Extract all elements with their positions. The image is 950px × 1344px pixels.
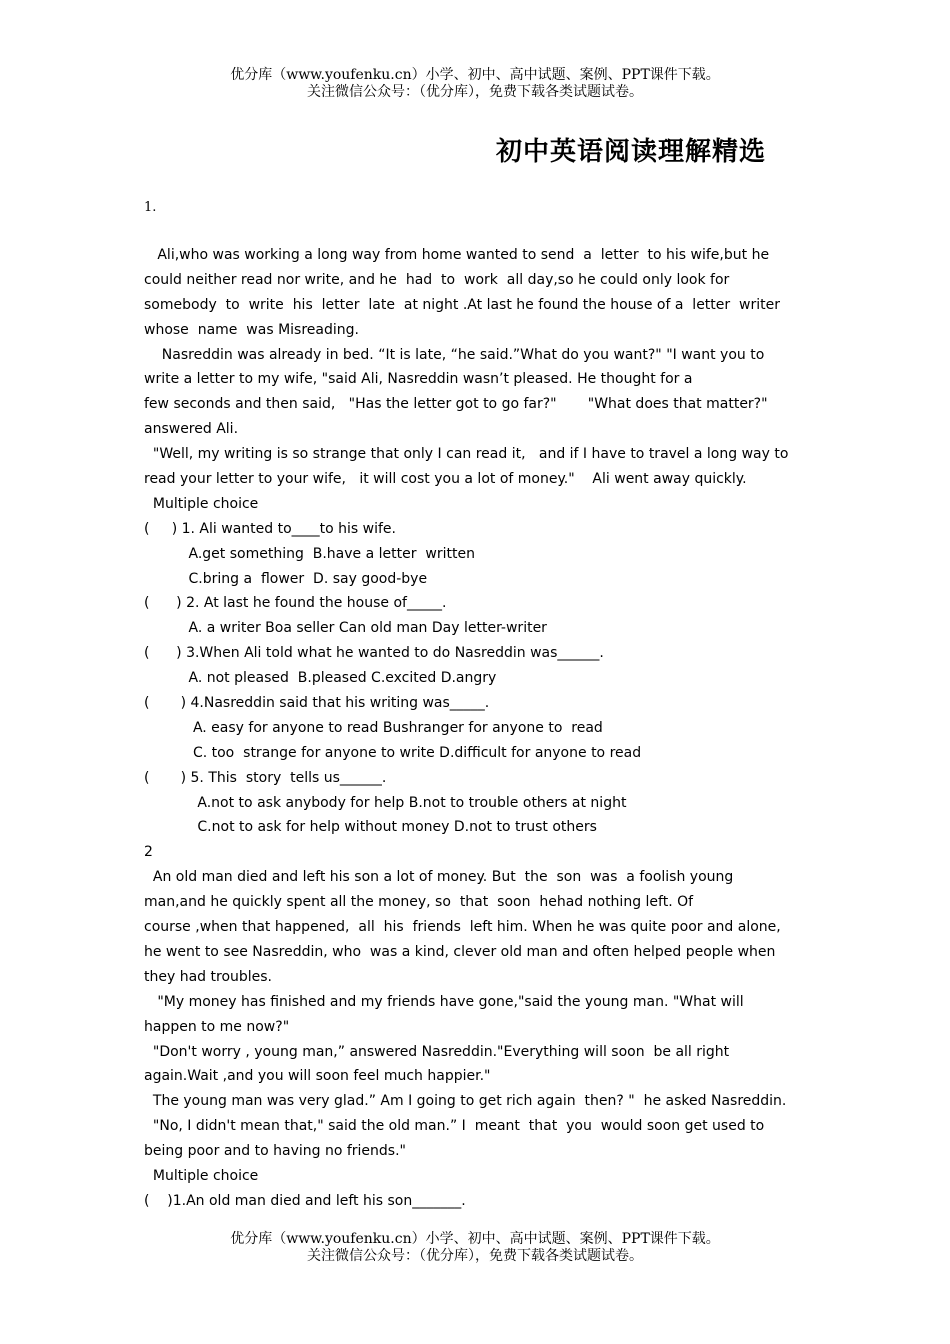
text-line: 2 — [144, 844, 153, 861]
text-line: they had troubles. — [144, 968, 273, 985]
text-line: Nasreddin was already in bed. “It is late, “he said.”What do you want?" "I want you to — [144, 346, 765, 363]
text-line: Multiple choice — [144, 495, 259, 512]
text-line: "My money has finished and my friends have gone,"said the young man. "What will — [144, 993, 744, 1010]
text-line: C. too strange for anyone to write D.difficult for anyone to read — [144, 744, 642, 761]
text-line: "Don't worry , young man,” answered Nasreddin."Everything will soon be all right — [144, 1043, 730, 1060]
text-line: answered Ali. — [144, 421, 239, 438]
text-line: read your letter to your wife, it will cost you a lot of money." Ali went away quickly. — [144, 471, 747, 488]
text-line: C.bring a flower D. say good-bye — [144, 570, 428, 587]
text-line: ( ) 2. At last he found the house of_____. — [144, 595, 447, 612]
header-line-1: 优分库（www.youfenku.cn）小学、初中、高中试题、案例、PPT课件下载。 — [230, 67, 720, 83]
text-line: A.get something B.have a letter written — [144, 545, 475, 562]
text-line: happen to me now?" — [144, 1018, 290, 1035]
text-line: could neither read nor write, and he had to work all day,so he could only look for — [144, 271, 730, 288]
text-line: somebody to write his letter late at night .At last he found the house of a letter writer — [144, 296, 781, 313]
text-line: A.not to ask anybody for help B.not to trouble others at night — [144, 794, 627, 811]
text-line: An old man died and left his son a lot of money. But the son was a foolish young — [144, 869, 734, 886]
text-line: A. a writer Boa seller Can old man Day letter-writer — [144, 620, 547, 637]
document-title: 初中英语阅读理解精选 — [496, 137, 767, 167]
footer-line-2: 关注微信公众号：（优分库），免费下载各类试题试卷。 — [307, 1248, 643, 1264]
text-line: A. not pleased B.pleased C.excited D.angry — [144, 670, 497, 687]
footer-line-1: 优分库（www.youfenku.cn）小学、初中、高中试题、案例、PPT课件下载。 — [230, 1231, 720, 1247]
text-line: ( ) 5. This story tells us______. — [144, 769, 387, 786]
text-line: course ,when that happened, all his friends left him. When he was quite poor and alone, — [144, 919, 781, 936]
text-line: being poor and to having no friends." — [144, 1143, 406, 1160]
text-line: Ali,who was working a long way from home wanted to send a letter to his wife,but he — [144, 247, 770, 263]
text-line: write a letter to my wife, "said Ali, Nasreddin wasn’t pleased. He thought for a — [144, 371, 693, 388]
text-line: ( )1.An old man died and left his son_______. — [144, 1192, 466, 1209]
text-line: Multiple choice — [144, 1167, 259, 1184]
document-body — [144, 243, 824, 1214]
text-line: whose name was Misreading. — [144, 321, 359, 338]
page-header — [0, 67, 950, 101]
section-1-number: 1. — [144, 200, 157, 215]
text-line: A. easy for anyone to read Bushranger for anyone to read — [144, 719, 603, 736]
text-line: The young man was very glad.” Am I going to get rich again then? " he asked Nasreddin. — [144, 1093, 787, 1110]
text-line: C.not to ask for help without money D.not to trust others — [144, 819, 597, 836]
text-line: ( ) 1. Ali wanted to____to his wife. — [144, 520, 396, 537]
text-line: ( ) 4.Nasreddin said that his writing was_____. — [144, 695, 490, 712]
header-line-2: 关注微信公众号：（优分库），免费下载各类试题试卷。 — [307, 84, 643, 100]
text-line: few seconds and then said, "Has the letter got to go far?" "What does that matter?" — [144, 396, 768, 413]
text-line: man,and he quickly spent all the money, so that soon hehad nothing left. Of — [144, 894, 694, 911]
text-line: again.Wait ,and you will soon feel much happier." — [144, 1068, 491, 1085]
text-line: "Well, my writing is so strange that only I can read it, and if I have to travel a long way to — [144, 446, 789, 463]
text-line: ( ) 3.When Ali told what he wanted to do Nasreddin was______. — [144, 645, 604, 662]
page-footer — [0, 1231, 950, 1265]
text-line: "No, I didn't mean that," said the old man.” I meant that you would soon get used to — [144, 1118, 765, 1135]
text-line: he went to see Nasreddin, who was a kind, clever old man and often helped people when — [144, 943, 776, 960]
